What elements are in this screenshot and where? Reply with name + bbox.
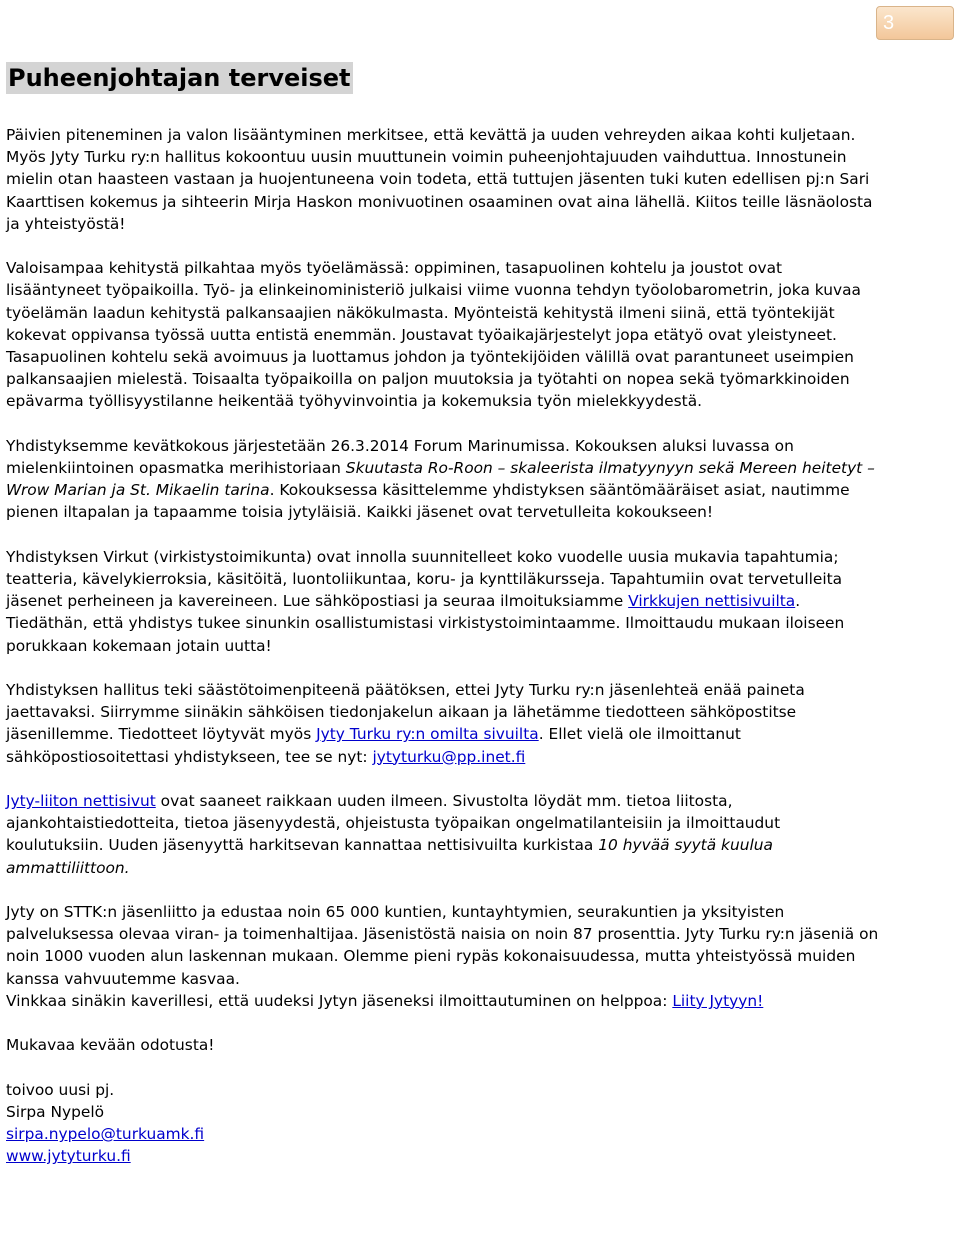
signature-email-link[interactable]: sirpa.nypelo@turkuamk.fi	[6, 1125, 205, 1144]
recreation-text-2: . Tiedäthän, että yhdistys tukee sinunkin osallistumistasi virkistystoimintaamme. Ilmoittaudu mukaan iloiseen porukkaan kokemaan jotain uutta!	[6, 592, 845, 655]
paragraph-newsletter	[6, 679, 880, 768]
signature-website-link[interactable]: www.jytyturku.fi	[6, 1147, 131, 1166]
newsletter-text-1: Yhdistyksen hallitus teki säästötoimenpiteenä päätöksen, ettei Jyty Turku ry:n jäsenlehteä enää paineta jaettavaksi. Siirrymme siinäkin sähköisen tiedonjakelun aikaan ja lähetämme tiedotteen sähköpostitse jäsenillemme. Tiedotteet löytyvät myös	[6, 681, 805, 744]
paragraph-recreation	[6, 546, 880, 657]
ten-reasons-title: 10 hyvää syytä kuulua ammattiliittoon.	[6, 836, 773, 877]
page-number-badge	[876, 6, 954, 40]
union-website-text: ovat saaneet raikkaan uuden ilmeen. Sivustolta löydät mm. tietoa liitosta, ajankohtaistiedotteita, tietoa jäsenyydestä, ohjeistusta työpaikan ongelmatilanteisiin ja ilmoittaudut koulutuksiin. Uuden jäsenyyttä harkitsevan kannattaa nettisivuilta kurkistaa	[6, 792, 781, 855]
signature-greeting: toivoo uusi pj.	[6, 1080, 115, 1099]
guided-tour-title: Skuutasta Ro-Roon – skaleerista ilmatyynyyn sekä Mereen heitetyt – Wrow Marian ja St. Mikaelin tarina	[6, 459, 875, 500]
jyty-union-website-link[interactable]: Jyty-liiton nettisivut	[6, 792, 156, 811]
paragraph-spring-meeting	[6, 435, 880, 524]
recreation-text-1: Yhdistyksen Virkut (virkistystoimikunta) ovat innolla suunnitelleet koko vuodelle uusia mukavia tapahtumia; teatteria, kävelykierroksia, käsitöitä, luontoliikuntaa, koru- ja kynttiläkursseja. Tapahtumiin ovat tervetulleita jäsenet perheineen ja kavereineen. Lue sähköpostiasi ja seuraa ilmoituksiamme	[6, 547, 843, 611]
membership-text-1: Jyty on STTK:n jäsenliitto ja edustaa noin 65 000 kuntien, kuntayhtymien, seurakuntien ja yksityisten palveluksessa olevaa viran- ja toimenhaltijaa. Jäsenistöstä naisia on noin 87 prosenttia. Jyty Turku ry:n jäseniä on noin 1000 vuoden alun laskennan mukaan. Olemme pieni rypäs kokonaisuudessa, mutta yhteistyössä muiden kanssa vahvuutemme kasvaa.	[6, 903, 879, 988]
page-title: Puheenjohtajan terveiset	[8, 64, 351, 92]
newsletter-text-2: . Ellet vielä ole ilmoittanut sähköpostiosoitettasi yhdistykseen, tee se nyt:	[6, 725, 741, 766]
page-number: 3	[883, 12, 895, 34]
paragraph-intro: Päivien piteneminen ja valon lisääntyminen merkitsee, että kevättä ja uuden vehreyden aikaa kohti kuljetaan. Myös Jyty Turku ry:n hallitus kokoontuu uusin muuttunein voimin puheenjohtajuuden vaihduttua. Innostunein mielin otan haasteen vastaan ja huojentuneena voin todeta, että tuttujen jäsenten tuki kuten edellisen pj:n Sari Kaarttisen kokemus ja sihteerin Mirja Haskon monivuotinen osaaminen ovat aina lähellä. Kiitos teille läsnäolosta ja yhteistyöstä!	[6, 126, 873, 233]
jyty-turku-pages-link[interactable]: Jyty Turku ry:n omilta sivuilta	[316, 725, 539, 744]
article-body	[6, 124, 880, 1167]
paragraph-union-website	[6, 790, 880, 879]
join-jyty-link[interactable]: Liity Jytyyn!	[672, 991, 764, 1010]
association-email-link[interactable]: jytyturku@pp.inet.fi	[372, 747, 526, 766]
paragraph-membership	[6, 901, 880, 1012]
membership-text-2: Vinkkaa sinäkin kaverillesi, että uudeksi Jytyn jäseneksi ilmoittautuminen on helppoa:	[6, 991, 673, 1010]
spring-meeting-text-2: . Kokouksessa käsittelemme yhdistyksen sääntömääräiset asiat, nautimme pienen iltapalan ja tapaamme toisia jytyläisiä. Kaikki jäsenet ovat tervetulleita kokoukseen!	[6, 481, 850, 522]
closing-line: Mukavaa kevään odotusta!	[6, 1036, 215, 1055]
spring-meeting-text-1: Yhdistyksemme kevätkokous järjestetään 26.3.2014 Forum Marinumissa. Kokouksen aluksi luvassa on mielenkiintoinen opasmatka merihistoriaan	[6, 436, 794, 478]
virkut-website-link[interactable]: Virkkujen nettisivuilta	[628, 592, 796, 611]
signature-block	[6, 1079, 880, 1168]
paragraph-work-life: Valoisampaa kehitystä pilkahtaa myös työelämässä: oppiminen, tasapuolinen kohtelu ja joustot ovat lisääntyneet työpaikoilla. Työ- ja elinkeinoministeriö julkaisi viime vuonna tehdyn työolobarometrin, joka kuvaa työelämän laadun kehitystä palkansaajien näkökulmasta. Myönteistä kehitystä ilmeni siinä, että työntekijät kokevat oppivansa työssä uutta entistä enemmän. Joustavat työaikajärjestelyt jopa etätyö ovat yleistyneet. Tasapuolinen kohtelu sekä avoimuus ja luottamus johdon ja työntekijöiden välillä ovat parantuneet useimpien palkansaajien mielestä. Toisaalta työpaikoilla on paljon muutoksia ja työtahti on nopea sekä työmarkkinoiden epävarma työllisyystilanne heikentää työhyvinvointia ja kokemuksia työn mielekkyydestä.	[6, 259, 861, 411]
signature-name: Sirpa Nypelö	[6, 1102, 105, 1121]
